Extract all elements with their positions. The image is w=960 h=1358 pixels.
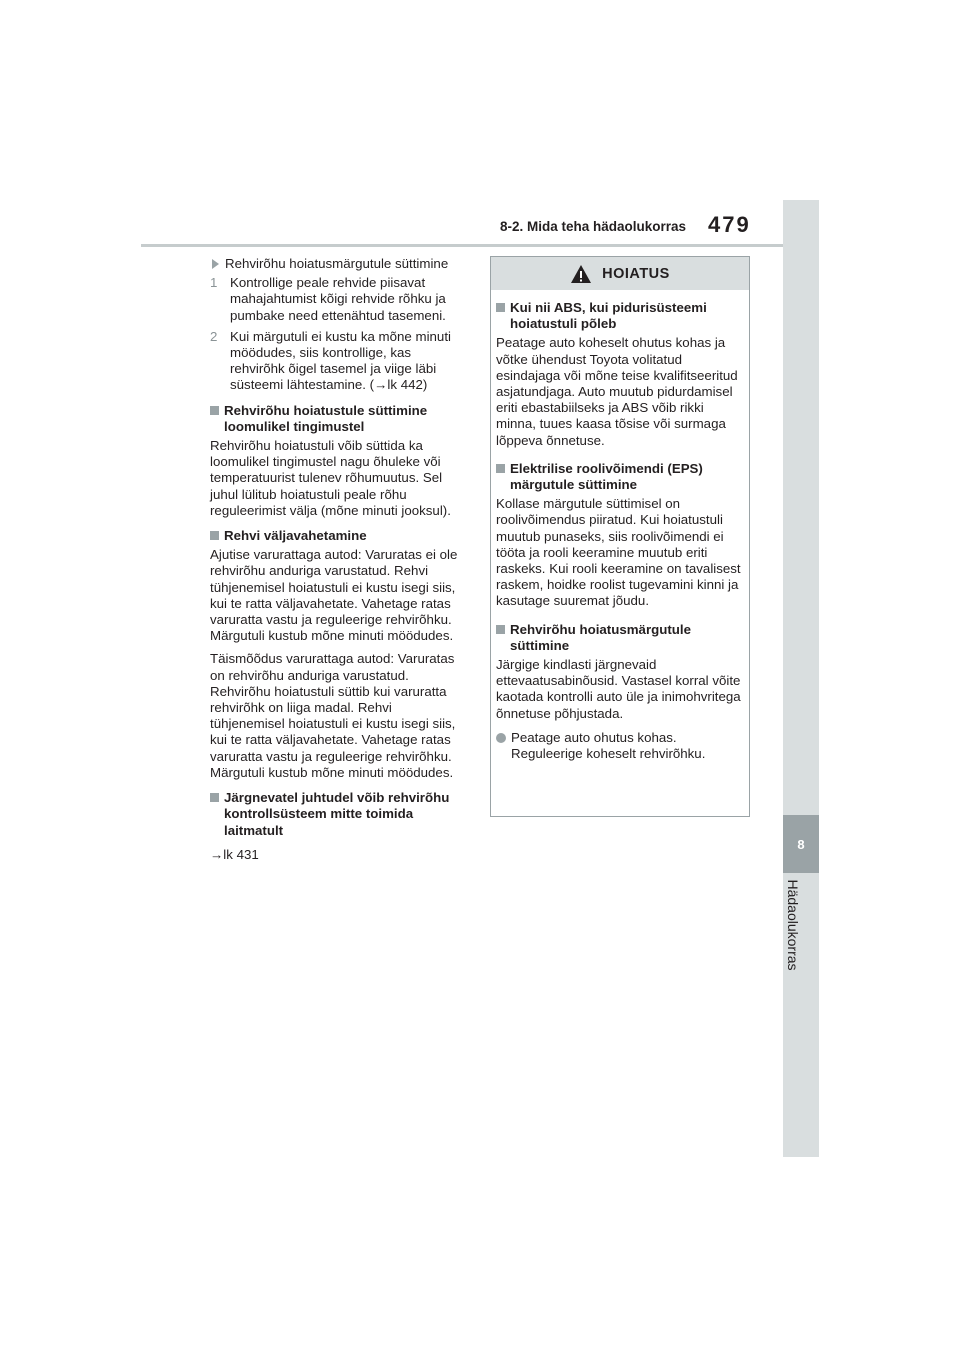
chapter-side-tab [783,200,819,1157]
triangle-bullet-icon [212,259,219,269]
warning-title: HOIATUS [602,265,670,282]
section-heading: Rehvirõhu hoiatustule süttimine loomulikel tingimustel [210,403,468,435]
chapter-label: Hädaolukorras [785,879,801,971]
warning-bullet-item: Peatage auto ohutus kohas. Reguleerige koheselt rehvirõhku. [496,730,743,762]
warning-paragraph: Kollase märgutule süttimisel on roolivõimendus piiratud. Kui hoiatustuli muutub punaseks, siis roolivõimendi ei tööta ja rooli keeramine muutub eriti raskeks. Kui rooli keeramine on tavalisest raskem, hoidke roolist tugevamini kinni ja kasutage suuremat jõudu. [496,496,741,609]
paragraph: Rehvirõhu hoiatustuli võib süttida ka loomulikel tingimustel nagu õhuleke või temperatuurist tulenev rõhumuutus. Sel juhul lülitub hoiatustuli peale rõhu reguleerimist välja (mõne minuti jooksul). [210,438,451,518]
step-text: Kontrollige peale rehvide piisavat mahajahtumist kõigi rehvide rõhku ja pumbake need ettenähtud tasemeni. [230,275,446,323]
square-bullet-icon [496,303,505,312]
section-title: 8-2. Mida teha hädaolukorras [500,219,687,234]
round-bullet-icon [496,733,506,743]
warning-section-heading: Kui nii ABS, kui pidurisüsteemi hoiatustuli põleb [496,300,743,332]
warning-section-heading: Rehvirõhu hoiatusmärgutule süttimine [496,622,743,654]
chapter-number: 8 [783,815,819,873]
warning-triangle-icon [570,264,592,284]
page-reference-link[interactable]: →lk 431 [210,846,259,862]
step-item [210,275,468,324]
step-item [210,329,468,394]
section-heading: Järgnevatel juhtudel võib rehvirõhu kontrollsüsteem mitte toimida laitmatult [210,790,468,839]
step-number: 1 [210,275,218,291]
warning-header [491,257,749,290]
square-bullet-icon [496,464,505,473]
page-number: 479 [708,212,751,237]
warning-body [491,290,749,762]
square-bullet-icon [496,625,505,634]
square-bullet-icon [210,531,219,540]
square-bullet-icon [210,406,219,415]
step-text: Kui märgutuli ei kustu ka mõne minuti möödudes, siis kontrollige, kas rehvirõhk õigel tasemel ja viige läbi süsteemi lähtestamine. (→lk 442) [230,328,451,393]
section-heading: Rehvi väljavahetamine [210,528,468,544]
left-column [210,256,468,863]
warning-box [490,256,750,817]
step-intro-text: Rehvirõhu hoiatusmärgutule süttimine [225,256,449,271]
header-divider [141,244,783,247]
paragraph: Ajutise varurattaga autod: Varuratas ei ole rehvirõhu anduriga varustatud. Rehvi tühjenemisel hoiatustuli ei kustu isegi siis, kui te ratta väljavahetate. Vahetage ratas varuratta vastu ja reguleerige rehvirõhku. Märgutuli kustub mõne minuti möödudes. [210,547,458,644]
warning-paragraph: Peatage auto koheselt ohutus kohas ja võtke ühendust Toyota volitatud esindajaga või mõne teise kvalifitseeritud asjatundjaga. Auto muutub pidurdamisel eriti ebastabiilseks ja ABS võib rikki minna, tuues kaasa tõsise või surmaga lõppeva õnnetuse. [496,335,738,448]
step-number: 2 [210,328,218,344]
warning-paragraph: Järgige kindlasti järgnevaid ettevaatusabinõusid. Vastasel korral võite kaotada kontrolli auto üle ja inimohvritega õnnetuse põhjustada. [496,657,741,721]
square-bullet-icon [210,793,219,802]
paragraph: Täismõõdus varurattaga autod: Varuratas on rehvirõhu anduriga varustatud. Rehvirõhu hoiatustuli süttib kui varuratta rehvirõhk on liiga madal. Rehvi tühjenemisel hoiatustuli ei kustu isegi siis, kui te ratta väljavahetate. Vahetage ratas varuratta vastu ja reguleerige rehvirõhku. Märgutuli kustub mõne minuti möödudes. [210,651,456,780]
step-intro [210,256,468,272]
warning-section-heading: Elektrilise roolivõimendi (EPS) märgutule süttimine [496,461,743,493]
